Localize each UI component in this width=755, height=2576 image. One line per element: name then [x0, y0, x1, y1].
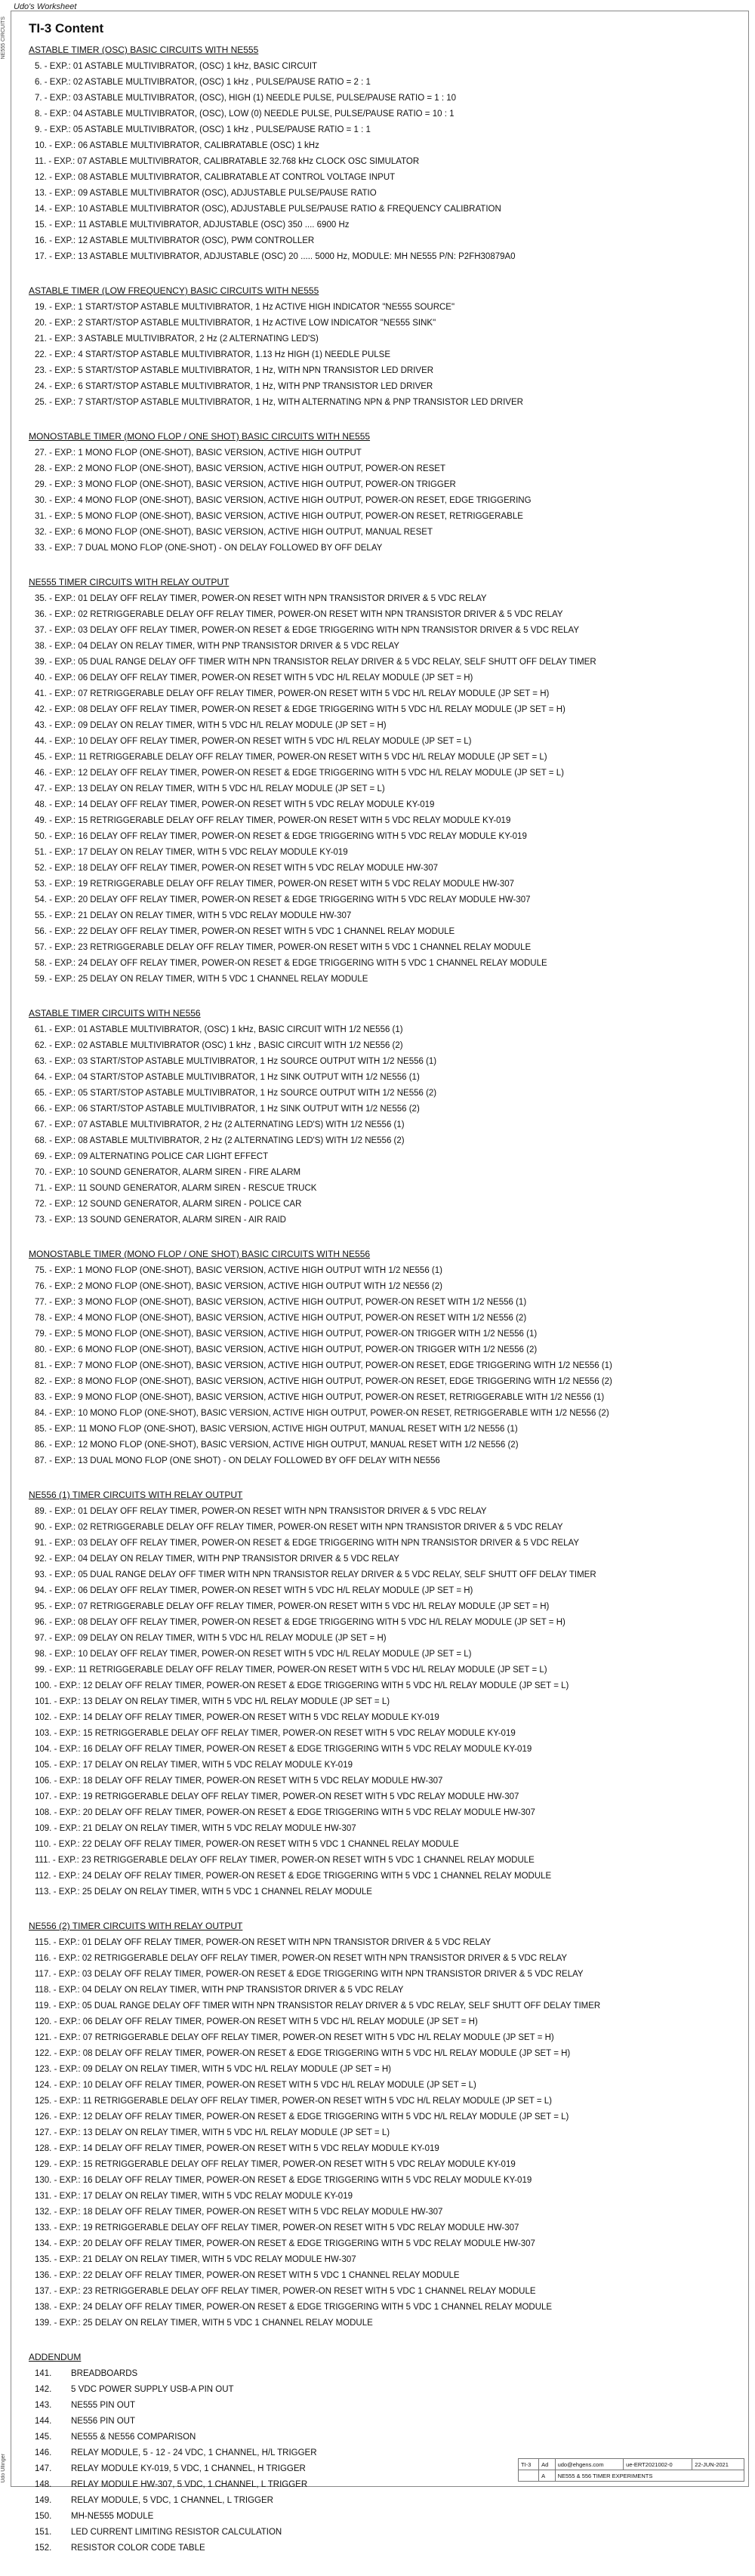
- list-item: 67. - EXP.: 07 ASTABLE MULTIVIBRATOR, 2 Hz (2 ALTERNATING LED'S) WITH 1/2 NE556 (1): [35, 1120, 405, 1129]
- content-section: [29, 430, 742, 556]
- section-title: MONOSTABLE TIMER (MONO FLOP / ONE SHOT) BASIC CIRCUITS WITH NE555: [29, 431, 371, 442]
- list-item: 15. - EXP.: 11 ASTABLE MULTIVIBRATOR, ADJUSTABLE (OSC) 350 .... 6900 Hz: [35, 220, 350, 230]
- experiment-list: [29, 445, 742, 556]
- list-item: 48. - EXP.: 14 DELAY OFF RELAY TIMER, POWER-ON RESET WITH 5 VDC RELAY MODULE KY-019: [35, 800, 435, 809]
- addendum-number: 145.: [35, 2433, 52, 2442]
- list-item: 100. - EXP.: 12 DELAY OFF RELAY TIMER, POWER-ON RESET & EDGE TRIGGERING WITH 5 VDC H/L RELAY MODULE (JP SET = L): [35, 1681, 569, 1690]
- list-item: 130. - EXP.: 16 DELAY OFF RELAY TIMER, POWER-ON RESET & EDGE TRIGGERING WITH 5 VDC RELAY MODULE KY-019: [35, 2176, 532, 2185]
- addendum-number: 141.: [35, 2369, 52, 2378]
- list-item: 118. - EXP.: 04 DELAY ON RELAY TIMER, WITH PNP TRANSISTOR DRIVER & 5 VDC RELAY: [35, 1986, 404, 1995]
- list-item: 124. - EXP.: 10 DELAY OFF RELAY TIMER, POWER-ON RESET WITH 5 VDC H/L RELAY MODULE (JP SET = L): [35, 2081, 476, 2090]
- experiment-list: [29, 1022, 742, 1228]
- addendum-text: NE556 PIN OUT: [71, 2417, 135, 2426]
- list-item: 116. - EXP.: 02 RETRIGGERABLE DELAY OFF RELAY TIMER, POWER-ON RESET WITH NPN TRANSISTOR DRIVER & 5 VDC RELAY: [35, 1954, 568, 1963]
- list-item: 5. - EXP.: 01 ASTABLE MULTIVIBRATOR, (OSC) 1 kHz, BASIC CIRCUIT: [35, 62, 318, 71]
- list-item: 25. - EXP.: 7 START/STOP ASTABLE MULTIVIBRATOR, 1 Hz, WITH ALTERNATING NPN & PNP TRANSISTOR LED DRIVER: [35, 398, 523, 407]
- experiment-list: [29, 591, 742, 988]
- tb-doc-no: ue-ERT2021002-0: [624, 2459, 692, 2470]
- section-title: ASTABLE TIMER (LOW FREQUENCY) BASIC CIRCUITS WITH NE555: [29, 285, 319, 296]
- list-item: 40. - EXP.: 06 DELAY OFF RELAY TIMER, POWER-ON RESET WITH 5 VDC H/L RELAY MODULE (JP SET = H): [35, 673, 473, 683]
- list-item: 32. - EXP.: 6 MONO FLOP (ONE-SHOT), BASIC VERSION, ACTIVE HIGH OUTPUT, MANUAL RESET: [35, 528, 433, 537]
- section-title: NE555 TIMER CIRCUITS WITH RELAY OUTPUT: [29, 577, 230, 587]
- addendum-text: MH-NE555 MODULE: [71, 2512, 154, 2521]
- list-item: 77. - EXP.: 3 MONO FLOP (ONE-SHOT), BASIC VERSION, ACTIVE HIGH OUTPUT, POWER-ON RESET WITH 1/2 NE556 (1): [35, 1298, 527, 1307]
- list-item: 126. - EXP.: 12 DELAY OFF RELAY TIMER, POWER-ON RESET & EDGE TRIGGERING WITH 5 VDC H/L RELAY MODULE (JP SET = L): [35, 2112, 569, 2122]
- addendum-section: [29, 2351, 742, 2556]
- list-item: 128. - EXP.: 14 DELAY OFF RELAY TIMER, POWER-ON RESET WITH 5 VDC RELAY MODULE KY-019: [35, 2144, 439, 2153]
- list-item: 82. - EXP.: 8 MONO FLOP (ONE-SHOT), BASIC VERSION, ACTIVE HIGH OUTPUT, POWER-ON RESET, EDGE TRIGGERING WITH 1/2 NE556 (2): [35, 1377, 612, 1386]
- list-item: 117. - EXP.: 03 DELAY OFF RELAY TIMER, POWER-ON RESET & EDGE TRIGGERING WITH NPN TRANSISTOR DRIVER & 5 VDC RELAY: [35, 1970, 584, 1979]
- addendum-text: RELAY MODULE, 5 VDC, 1 CHANNEL, L TRIGGER: [71, 2496, 273, 2505]
- content-section: [29, 44, 742, 265]
- addendum-number: 143.: [35, 2401, 52, 2410]
- list-item: 123. - EXP.: 09 DELAY ON RELAY TIMER, WITH 5 VDC H/L RELAY MODULE (JP SET = H): [35, 2065, 391, 2074]
- list-item: 76. - EXP.: 2 MONO FLOP (ONE-SHOT), BASIC VERSION, ACTIVE HIGH OUTPUT WITH 1/2 NE556 (2): [35, 1282, 442, 1291]
- list-item: 41. - EXP.: 07 RETRIGGERABLE DELAY OFF RELAY TIMER, POWER-ON RESET WITH 5 VDC H/L RELAY MODULE (JP SET = H): [35, 689, 550, 698]
- list-item: 65. - EXP.: 05 START/STOP ASTABLE MULTIVIBRATOR, 1 Hz SOURCE OUTPUT WITH 1/2 NE556 (2): [35, 1089, 437, 1098]
- content-section: [29, 1007, 742, 1228]
- list-item: 59. - EXP.: 25 DELAY ON RELAY TIMER, WITH 5 VDC 1 CHANNEL RELAY MODULE: [35, 975, 368, 984]
- addendum-text: NE555 PIN OUT: [71, 2401, 135, 2410]
- addendum-text: RESISTOR COLOR CODE TABLE: [71, 2544, 205, 2553]
- list-item: 127. - EXP.: 13 DELAY ON RELAY TIMER, WITH 5 VDC H/L RELAY MODULE (JP SET = L): [35, 2128, 390, 2137]
- addendum-text: RELAY MODULE HW-307, 5 VDC, 1 CHANNEL, L TRIGGER: [71, 2480, 308, 2489]
- list-item: 97. - EXP.: 09 DELAY ON RELAY TIMER, WITH 5 VDC H/L RELAY MODULE (JP SET = H): [35, 1634, 387, 1643]
- list-item: 42. - EXP.: 08 DELAY OFF RELAY TIMER, POWER-ON RESET & EDGE TRIGGERING WITH 5 VDC H/L RELAY MODULE (JP SET = H): [35, 705, 565, 714]
- list-item: 11. - EXP.: 07 ASTABLE MULTIVIBRATOR, CALIBRATABLE 32.768 kHz CLOCK OSC SIMULATOR: [35, 157, 420, 166]
- list-item: 113. - EXP.: 25 DELAY ON RELAY TIMER, WITH 5 VDC 1 CHANNEL RELAY MODULE: [35, 1887, 372, 1897]
- content-area: [29, 18, 742, 2576]
- title-block: [518, 2458, 744, 2482]
- addendum-number: 149.: [35, 2496, 52, 2505]
- list-item: 22. - EXP.: 4 START/STOP ASTABLE MULTIVIBRATOR, 1.13 Hz HIGH (1) NEEDLE PULSE: [35, 350, 391, 359]
- list-item: 135. - EXP.: 21 DELAY ON RELAY TIMER, WITH 5 VDC RELAY MODULE HW-307: [35, 2255, 356, 2264]
- list-item: 86. - EXP.: 12 MONO FLOP (ONE-SHOT), BASIC VERSION, ACTIVE HIGH OUTPUT, MANUAL RESET WITH 1/2 NE556 (2): [35, 1441, 519, 1450]
- list-item: 95. - EXP.: 07 RETRIGGERABLE DELAY OFF RELAY TIMER, POWER-ON RESET WITH 5 VDC H/L RELAY MODULE (JP SET = H): [35, 1602, 550, 1611]
- experiment-list: [29, 1504, 742, 1900]
- list-item: 103. - EXP.: 15 RETRIGGERABLE DELAY OFF RELAY TIMER, POWER-ON RESET WITH 5 VDC RELAY MODULE KY-019: [35, 1729, 516, 1738]
- section-title: NE556 (1) TIMER CIRCUITS WITH RELAY OUTPUT: [29, 1490, 243, 1500]
- list-item: 73. - EXP.: 13 SOUND GENERATOR, ALARM SIREN - AIR RAID: [35, 1216, 286, 1225]
- addendum-item: [29, 2493, 742, 2509]
- list-item: 137. - EXP.: 23 RETRIGGERABLE DELAY OFF RELAY TIMER, POWER-ON RESET WITH 5 VDC 1 CHANNEL RELAY MODULE: [35, 2287, 536, 2296]
- list-item: 37. - EXP.: 03 DELAY OFF RELAY TIMER, POWER-ON RESET & EDGE TRIGGERING WITH NPN TRANSISTOR DRIVER & 5 VDC RELAY: [35, 626, 580, 635]
- list-item: 61. - EXP.: 01 ASTABLE MULTIVIBRATOR, (OSC) 1 kHz, BASIC CIRCUIT WITH 1/2 NE556 (1): [35, 1025, 403, 1034]
- addendum-number: 144.: [35, 2417, 52, 2426]
- list-item: 44. - EXP.: 10 DELAY OFF RELAY TIMER, POWER-ON RESET WITH 5 VDC H/L RELAY MODULE (JP SET = L): [35, 737, 472, 746]
- content-section: [29, 285, 742, 411]
- list-item: 45. - EXP.: 11 RETRIGGERABLE DELAY OFF RELAY TIMER, POWER-ON RESET WITH 5 VDC H/L RELAY MODULE (JP SET = L): [35, 753, 547, 762]
- list-item: 105. - EXP.: 17 DELAY ON RELAY TIMER, WITH 5 VDC RELAY MODULE KY-019: [35, 1761, 353, 1770]
- sections-container: [29, 44, 742, 2331]
- list-item: 79. - EXP.: 5 MONO FLOP (ONE-SHOT), BASIC VERSION, ACTIVE HIGH OUTPUT, POWER-ON TRIGGER WITH 1/2 NE556 (1): [35, 1330, 538, 1339]
- list-item: 56. - EXP.: 22 DELAY OFF RELAY TIMER, POWER-ON RESET WITH 5 VDC 1 CHANNEL RELAY MODULE: [35, 927, 455, 936]
- list-item: 8. - EXP.: 04 ASTABLE MULTIVIBRATOR, (OSC), LOW (0) NEEDLE PULSE, PULSE/PAUSE RATIO = 10 : 1: [35, 109, 455, 119]
- list-item: 91. - EXP.: 03 DELAY OFF RELAY TIMER, POWER-ON RESET & EDGE TRIGGERING WITH NPN TRANSISTOR DRIVER & 5 VDC RELAY: [35, 1539, 580, 1548]
- section-title: ASTABLE TIMER (OSC) BASIC CIRCUITS WITH NE555: [29, 45, 259, 55]
- list-item: 62. - EXP.: 02 ASTABLE MULTIVIBRATOR (OSC) 1 kHz , BASIC CIRCUIT WITH 1/2 NE556 (2): [35, 1041, 403, 1050]
- list-item: 92. - EXP.: 04 DELAY ON RELAY TIMER, WITH PNP TRANSISTOR DRIVER & 5 VDC RELAY: [35, 1555, 399, 1564]
- content-section: [29, 1920, 742, 2331]
- addendum-number: 148.: [35, 2480, 52, 2489]
- list-item: 33. - EXP.: 7 DUAL MONO FLOP (ONE-SHOT) - ON DELAY FOLLOWED BY OFF DELAY: [35, 544, 383, 553]
- list-item: 58. - EXP.: 24 DELAY OFF RELAY TIMER, POWER-ON RESET & EDGE TRIGGERING WITH 5 VDC 1 CHANNEL RELAY MODULE: [35, 959, 547, 968]
- list-item: 110. - EXP.: 22 DELAY OFF RELAY TIMER, POWER-ON RESET WITH 5 VDC 1 CHANNEL RELAY MODULE: [35, 1840, 459, 1849]
- list-item: 107. - EXP.: 19 RETRIGGERABLE DELAY OFF RELAY TIMER, POWER-ON RESET WITH 5 VDC RELAY MODULE HW-307: [35, 1792, 519, 1801]
- list-item: 102. - EXP.: 14 DELAY OFF RELAY TIMER, POWER-ON RESET WITH 5 VDC RELAY MODULE KY-019: [35, 1713, 439, 1722]
- list-item: 80. - EXP.: 6 MONO FLOP (ONE-SHOT), BASIC VERSION, ACTIVE HIGH OUTPUT, POWER-ON TRIGGER WITH 1/2 NE556 (2): [35, 1345, 538, 1354]
- list-item: 9. - EXP.: 05 ASTABLE MULTIVIBRATOR, (OSC) 1 kHz , PULSE/PAUSE RATIO = 1 : 1: [35, 125, 371, 134]
- list-item: 71. - EXP.: 11 SOUND GENERATOR, ALARM SIREN - RESCUE TRUCK: [35, 1184, 317, 1193]
- list-item: 47. - EXP.: 13 DELAY ON RELAY TIMER, WITH 5 VDC H/L RELAY MODULE (JP SET = L): [35, 784, 385, 793]
- list-item: 17. - EXP.: 13 ASTABLE MULTIVIBRATOR, ADJUSTABLE (OSC) 20 ..... 5000 Hz, MODULE: MH NE555 P/N: P2FH30879A0: [35, 252, 516, 261]
- addendum-item: [29, 2398, 742, 2414]
- list-item: 28. - EXP.: 2 MONO FLOP (ONE-SHOT), BASIC VERSION, ACTIVE HIGH OUTPUT, POWER-ON RESET: [35, 464, 445, 473]
- list-item: 119. - EXP.: 05 DUAL RANGE DELAY OFF TIMER WITH NPN TRANSISTOR RELAY DRIVER & 5 VDC RELAY, SELF SHUTT OFF DELAY TIMER: [35, 2001, 601, 2011]
- addendum-text: NE555 & NE556 COMPARISON: [71, 2433, 196, 2442]
- addendum-number: 146.: [35, 2448, 52, 2457]
- list-item: 20. - EXP.: 2 START/STOP ASTABLE MULTIVIBRATOR, 1 Hz ACTIVE LOW INDICATOR "NE555 SINK": [35, 319, 436, 328]
- list-item: 13. - EXP.: 09 ASTABLE MULTIVIBRATOR (OSC), ADJUSTABLE PULSE/PAUSE RATIO: [35, 189, 377, 198]
- addendum-item: [29, 2509, 742, 2525]
- list-item: 83. - EXP.: 9 MONO FLOP (ONE-SHOT), BASIC VERSION, ACTIVE HIGH OUTPUT, POWER-ON RESET, RETRIGGERABLE WITH 1/2 NE556 (1): [35, 1393, 605, 1402]
- list-item: 94. - EXP.: 06 DELAY OFF RELAY TIMER, POWER-ON RESET WITH 5 VDC H/L RELAY MODULE (JP SET = H): [35, 1586, 473, 1595]
- experiment-list: [29, 1263, 742, 1469]
- list-item: 132. - EXP.: 18 DELAY OFF RELAY TIMER, POWER-ON RESET WITH 5 VDC RELAY MODULE HW-307: [35, 2208, 443, 2217]
- tb-sheet: TI-3: [519, 2459, 539, 2470]
- list-item: 111. - EXP.: 23 RETRIGGERABLE DELAY OFF RELAY TIMER, POWER-ON RESET WITH 5 VDC 1 CHANNEL RELAY MODULE: [35, 1856, 535, 1865]
- addendum-text: RELAY MODULE KY-019, 5 VDC, 1 CHANNEL, H TRIGGER: [71, 2464, 306, 2473]
- section-title: ADDENDUM: [29, 2352, 82, 2362]
- tb-rev-label: Ad: [539, 2459, 556, 2470]
- addendum-item: [29, 2430, 742, 2445]
- list-item: 129. - EXP.: 15 RETRIGGERABLE DELAY OFF RELAY TIMER, POWER-ON RESET WITH 5 VDC RELAY MODULE KY-019: [35, 2160, 516, 2169]
- list-item: 21. - EXP.: 3 ASTABLE MULTIVIBRATOR, 2 Hz (2 ALTERNATING LED'S): [35, 334, 319, 344]
- list-item: 69. - EXP.: 09 ALTERNATING POLICE CAR LIGHT EFFECT: [35, 1152, 269, 1161]
- list-item: 78. - EXP.: 4 MONO FLOP (ONE-SHOT), BASIC VERSION, ACTIVE HIGH OUTPUT, POWER-ON RESET WITH 1/2 NE556 (2): [35, 1314, 527, 1323]
- list-item: 27. - EXP.: 1 MONO FLOP (ONE-SHOT), BASIC VERSION, ACTIVE HIGH OUTPUT: [35, 448, 362, 458]
- list-item: 63. - EXP.: 03 START/STOP ASTABLE MULTIVIBRATOR, 1 Hz SOURCE OUTPUT WITH 1/2 NE556 (1): [35, 1057, 437, 1066]
- list-item: 98. - EXP.: 10 DELAY OFF RELAY TIMER, POWER-ON RESET WITH 5 VDC H/L RELAY MODULE (JP SET = L): [35, 1650, 472, 1659]
- list-item: 29. - EXP.: 3 MONO FLOP (ONE-SHOT), BASIC VERSION, ACTIVE HIGH OUTPUT, POWER-ON TRIGGER: [35, 480, 456, 489]
- list-item: 99. - EXP.: 11 RETRIGGERABLE DELAY OFF RELAY TIMER, POWER-ON RESET WITH 5 VDC H/L RELAY MODULE (JP SET = L): [35, 1665, 547, 1675]
- list-item: 23. - EXP.: 5 START/STOP ASTABLE MULTIVIBRATOR, 1 Hz, WITH NPN TRANSISTOR LED DRIVER: [35, 366, 434, 375]
- list-item: 122. - EXP.: 08 DELAY OFF RELAY TIMER, POWER-ON RESET & EDGE TRIGGERING WITH 5 VDC H/L RELAY MODULE (JP SET = H): [35, 2049, 571, 2058]
- experiment-list: [29, 59, 742, 265]
- list-item: 133. - EXP.: 19 RETRIGGERABLE DELAY OFF RELAY TIMER, POWER-ON RESET WITH 5 VDC RELAY MODULE HW-307: [35, 2223, 519, 2232]
- content-section: [29, 1248, 742, 1469]
- list-item: 68. - EXP.: 08 ASTABLE MULTIVIBRATOR, 2 Hz (2 ALTERNATING LED'S) WITH 1/2 NE556 (2): [35, 1136, 405, 1145]
- addendum-number: 147.: [35, 2464, 52, 2473]
- list-item: 139. - EXP.: 25 DELAY ON RELAY TIMER, WITH 5 VDC 1 CHANNEL RELAY MODULE: [35, 2319, 373, 2328]
- list-item: 12. - EXP.: 08 ASTABLE MULTIVIBRATOR, CALIBRATABLE AT CONTROL VOLTAGE INPUT: [35, 173, 396, 182]
- tb-doc-title: NE555 & 556 TIMER EXPERIMENTS: [555, 2470, 744, 2482]
- addendum-number: 150.: [35, 2512, 52, 2521]
- list-item: 104. - EXP.: 16 DELAY OFF RELAY TIMER, POWER-ON RESET & EDGE TRIGGERING WITH 5 VDC RELAY MODULE KY-019: [35, 1745, 532, 1754]
- addendum-text: 5 VDC POWER SUPPLY USB-A PIN OUT: [71, 2385, 234, 2394]
- addendum-item: [29, 2525, 742, 2541]
- list-item: 38. - EXP.: 04 DELAY ON RELAY TIMER, WITH PNP TRANSISTOR DRIVER & 5 VDC RELAY: [35, 642, 399, 651]
- sidebar-label-bottom: Udo Ullinger: [1, 2454, 6, 2483]
- list-item: 112. - EXP.: 24 DELAY OFF RELAY TIMER, POWER-ON RESET & EDGE TRIGGERING WITH 5 VDC 1 CHANNEL RELAY MODULE: [35, 1872, 552, 1881]
- list-item: 6. - EXP.: 02 ASTABLE MULTIVIBRATOR, (OSC) 1 kHz , PULSE/PAUSE RATIO = 2 : 1: [35, 78, 371, 87]
- list-item: 96. - EXP.: 08 DELAY OFF RELAY TIMER, POWER-ON RESET & EDGE TRIGGERING WITH 5 VDC H/L RELAY MODULE (JP SET = H): [35, 1618, 565, 1627]
- section-title: MONOSTABLE TIMER (MONO FLOP / ONE SHOT) BASIC CIRCUITS WITH NE556: [29, 1249, 371, 1259]
- addendum-number: 152.: [35, 2544, 52, 2553]
- list-item: 115. - EXP.: 01 DELAY OFF RELAY TIMER, POWER-ON RESET WITH NPN TRANSISTOR DRIVER & 5 VDC RELAY: [35, 1938, 492, 1947]
- addendum-number: 142.: [35, 2385, 52, 2394]
- addendum-number: 151.: [35, 2528, 52, 2537]
- list-item: 51. - EXP.: 17 DELAY ON RELAY TIMER, WITH 5 VDC RELAY MODULE KY-019: [35, 848, 348, 857]
- addendum-text: RELAY MODULE, 5 - 12 - 24 VDC, 1 CHANNEL, H/L TRIGGER: [71, 2448, 317, 2457]
- tb-rev: A: [539, 2470, 556, 2482]
- list-item: 75. - EXP.: 1 MONO FLOP (ONE-SHOT), BASIC VERSION, ACTIVE HIGH OUTPUT WITH 1/2 NE556 (1): [35, 1266, 442, 1275]
- content-section: [29, 1489, 742, 1900]
- list-item: 50. - EXP.: 16 DELAY OFF RELAY TIMER, POWER-ON RESET & EDGE TRIGGERING WITH 5 VDC RELAY MODULE KY-019: [35, 832, 527, 841]
- list-item: 53. - EXP.: 19 RETRIGGERABLE DELAY OFF RELAY TIMER, POWER-ON RESET WITH 5 VDC RELAY MODULE HW-307: [35, 880, 515, 889]
- list-item: 125. - EXP.: 11 RETRIGGERABLE DELAY OFF RELAY TIMER, POWER-ON RESET WITH 5 VDC H/L RELAY MODULE (JP SET = L): [35, 2097, 552, 2106]
- list-item: 70. - EXP.: 10 SOUND GENERATOR, ALARM SIREN - FIRE ALARM: [35, 1168, 301, 1177]
- section-title: ASTABLE TIMER CIRCUITS WITH NE556: [29, 1008, 201, 1018]
- list-item: 85. - EXP.: 11 MONO FLOP (ONE-SHOT), BASIC VERSION, ACTIVE HIGH OUTPUT, MANUAL RESET WITH 1/2 NE556 (1): [35, 1425, 518, 1434]
- list-item: 93. - EXP.: 05 DUAL RANGE DELAY OFF TIMER WITH NPN TRANSISTOR RELAY DRIVER & 5 VDC RELAY, SELF SHUTT OFF DELAY TIMER: [35, 1570, 596, 1579]
- list-item: 120. - EXP.: 06 DELAY OFF RELAY TIMER, POWER-ON RESET WITH 5 VDC H/L RELAY MODULE (JP SET = H): [35, 2017, 478, 2026]
- addendum-item: [29, 2366, 742, 2382]
- list-item: 39. - EXP.: 05 DUAL RANGE DELAY OFF TIMER WITH NPN TRANSISTOR RELAY DRIVER & 5 VDC RELAY, SELF SHUTT OFF DELAY TIMER: [35, 658, 596, 667]
- list-item: 35. - EXP.: 01 DELAY OFF RELAY TIMER, POWER-ON RESET WITH NPN TRANSISTOR DRIVER & 5 VDC RELAY: [35, 594, 487, 603]
- list-item: 84. - EXP.: 10 MONO FLOP (ONE-SHOT), BASIC VERSION, ACTIVE HIGH OUTPUT, POWER-ON RESET, RETRIGGERABLE WITH 1/2 NE556 (2): [35, 1409, 609, 1418]
- list-item: 19. - EXP.: 1 START/STOP ASTABLE MULTIVIBRATOR, 1 Hz ACTIVE HIGH INDICATOR "NE555 SOURCE": [35, 303, 455, 312]
- tb-blank: [519, 2470, 539, 2482]
- list-item: 66. - EXP.: 06 START/STOP ASTABLE MULTIVIBRATOR, 1 Hz SINK OUTPUT WITH 1/2 NE556 (2): [35, 1105, 420, 1114]
- list-item: 46. - EXP.: 12 DELAY OFF RELAY TIMER, POWER-ON RESET & EDGE TRIGGERING WITH 5 VDC H/L RELAY MODULE (JP SET = L): [35, 769, 564, 778]
- list-item: 109. - EXP.: 21 DELAY ON RELAY TIMER, WITH 5 VDC RELAY MODULE HW-307: [35, 1824, 356, 1833]
- addendum-item: [29, 2541, 742, 2556]
- tb-email: udo@ehgens.com: [555, 2459, 623, 2470]
- list-item: 7. - EXP.: 03 ASTABLE MULTIVIBRATOR, (OSC), HIGH (1) NEEDLE PULSE, PULSE/PAUSE RATIO = 1 : 10: [35, 94, 457, 103]
- list-item: 54. - EXP.: 20 DELAY OFF RELAY TIMER, POWER-ON RESET & EDGE TRIGGERING WITH 5 VDC RELAY MODULE HW-307: [35, 895, 531, 904]
- list-item: 55. - EXP.: 21 DELAY ON RELAY TIMER, WITH 5 VDC RELAY MODULE HW-307: [35, 911, 352, 920]
- tb-date: 22-JUN-2021: [692, 2459, 744, 2470]
- content-section: [29, 576, 742, 988]
- addendum-text: BREADBOARDS: [71, 2369, 138, 2378]
- worksheet-label: Udo's Worksheet: [14, 2, 77, 11]
- list-item: 121. - EXP.: 07 RETRIGGERABLE DELAY OFF RELAY TIMER, POWER-ON RESET WITH 5 VDC H/L RELAY MODULE (JP SET = H): [35, 2033, 554, 2042]
- list-item: 36. - EXP.: 02 RETRIGGERABLE DELAY OFF RELAY TIMER, POWER-ON RESET WITH NPN TRANSISTOR DRIVER & 5 VDC RELAY: [35, 610, 563, 619]
- list-item: 87. - EXP.: 13 DUAL MONO FLOP (ONE SHOT) - ON DELAY FOLLOWED BY OFF DELAY WITH NE556: [35, 1456, 440, 1465]
- list-item: 108. - EXP.: 20 DELAY OFF RELAY TIMER, POWER-ON RESET & EDGE TRIGGERING WITH 5 VDC RELAY MODULE HW-307: [35, 1808, 535, 1817]
- sidebar-label-top: NE555 CIRCUITS: [1, 17, 6, 60]
- list-item: 16. - EXP.: 12 ASTABLE MULTIVIBRATOR (OSC), PWM CONTROLLER: [35, 236, 315, 245]
- list-item: 136. - EXP.: 22 DELAY OFF RELAY TIMER, POWER-ON RESET WITH 5 VDC 1 CHANNEL RELAY MODULE: [35, 2271, 460, 2280]
- page-title: TI-3 Content: [29, 21, 104, 35]
- list-item: 52. - EXP.: 18 DELAY OFF RELAY TIMER, POWER-ON RESET WITH 5 VDC RELAY MODULE HW-307: [35, 864, 439, 873]
- list-item: 72. - EXP.: 12 SOUND GENERATOR, ALARM SIREN - POLICE CAR: [35, 1200, 302, 1209]
- experiment-list: [29, 1935, 742, 2331]
- list-item: 57. - EXP.: 23 RETRIGGERABLE DELAY OFF RELAY TIMER, POWER-ON RESET WITH 5 VDC 1 CHANNEL RELAY MODULE: [35, 943, 532, 952]
- list-item: 106. - EXP.: 18 DELAY OFF RELAY TIMER, POWER-ON RESET WITH 5 VDC RELAY MODULE HW-307: [35, 1776, 443, 1786]
- list-item: 30. - EXP.: 4 MONO FLOP (ONE-SHOT), BASIC VERSION, ACTIVE HIGH OUTPUT, POWER-ON RESET, EDGE TRIGGERING: [35, 496, 532, 505]
- list-item: 24. - EXP.: 6 START/STOP ASTABLE MULTIVIBRATOR, 1 Hz, WITH PNP TRANSISTOR LED DRIVER: [35, 382, 433, 391]
- list-item: 64. - EXP.: 04 START/STOP ASTABLE MULTIVIBRATOR, 1 Hz SINK OUTPUT WITH 1/2 NE556 (1): [35, 1073, 420, 1082]
- list-item: 10. - EXP.: 06 ASTABLE MULTIVIBRATOR, CALIBRATABLE (OSC) 1 kHz: [35, 141, 319, 150]
- list-item: 81. - EXP.: 7 MONO FLOP (ONE-SHOT), BASIC VERSION, ACTIVE HIGH OUTPUT, POWER-ON RESET, EDGE TRIGGERING WITH 1/2 NE556 (1): [35, 1361, 612, 1370]
- addendum-text: LED CURRENT LIMITING RESISTOR CALCULATION: [71, 2528, 282, 2537]
- list-item: 101. - EXP.: 13 DELAY ON RELAY TIMER, WITH 5 VDC H/L RELAY MODULE (JP SET = L): [35, 1697, 390, 1706]
- list-item: 134. - EXP.: 20 DELAY OFF RELAY TIMER, POWER-ON RESET & EDGE TRIGGERING WITH 5 VDC RELAY MODULE HW-307: [35, 2239, 535, 2248]
- list-item: 138. - EXP.: 24 DELAY OFF RELAY TIMER, POWER-ON RESET & EDGE TRIGGERING WITH 5 VDC 1 CHANNEL RELAY MODULE: [35, 2303, 553, 2312]
- list-item: 31. - EXP.: 5 MONO FLOP (ONE-SHOT), BASIC VERSION, ACTIVE HIGH OUTPUT, POWER-ON RESET, RETRIGGERABLE: [35, 512, 523, 521]
- addendum-item: [29, 2382, 742, 2398]
- list-item: 49. - EXP.: 15 RETRIGGERABLE DELAY OFF RELAY TIMER, POWER-ON RESET WITH 5 VDC RELAY MODULE KY-019: [35, 816, 511, 825]
- section-title: NE556 (2) TIMER CIRCUITS WITH RELAY OUTPUT: [29, 1921, 243, 1931]
- addendum-item: [29, 2414, 742, 2430]
- experiment-list: [29, 300, 742, 411]
- list-item: 90. - EXP.: 02 RETRIGGERABLE DELAY OFF RELAY TIMER, POWER-ON RESET WITH NPN TRANSISTOR DRIVER & 5 VDC RELAY: [35, 1523, 563, 1532]
- list-item: 14. - EXP.: 10 ASTABLE MULTIVIBRATOR (OSC), ADJUSTABLE PULSE/PAUSE RATIO & FREQUENCY CALIBRATION: [35, 205, 501, 214]
- list-item: 131. - EXP.: 17 DELAY ON RELAY TIMER, WITH 5 VDC RELAY MODULE KY-019: [35, 2192, 353, 2201]
- list-item: 89. - EXP.: 01 DELAY OFF RELAY TIMER, POWER-ON RESET WITH NPN TRANSISTOR DRIVER & 5 VDC RELAY: [35, 1507, 487, 1516]
- list-item: 43. - EXP.: 09 DELAY ON RELAY TIMER, WITH 5 VDC H/L RELAY MODULE (JP SET = H): [35, 721, 387, 730]
